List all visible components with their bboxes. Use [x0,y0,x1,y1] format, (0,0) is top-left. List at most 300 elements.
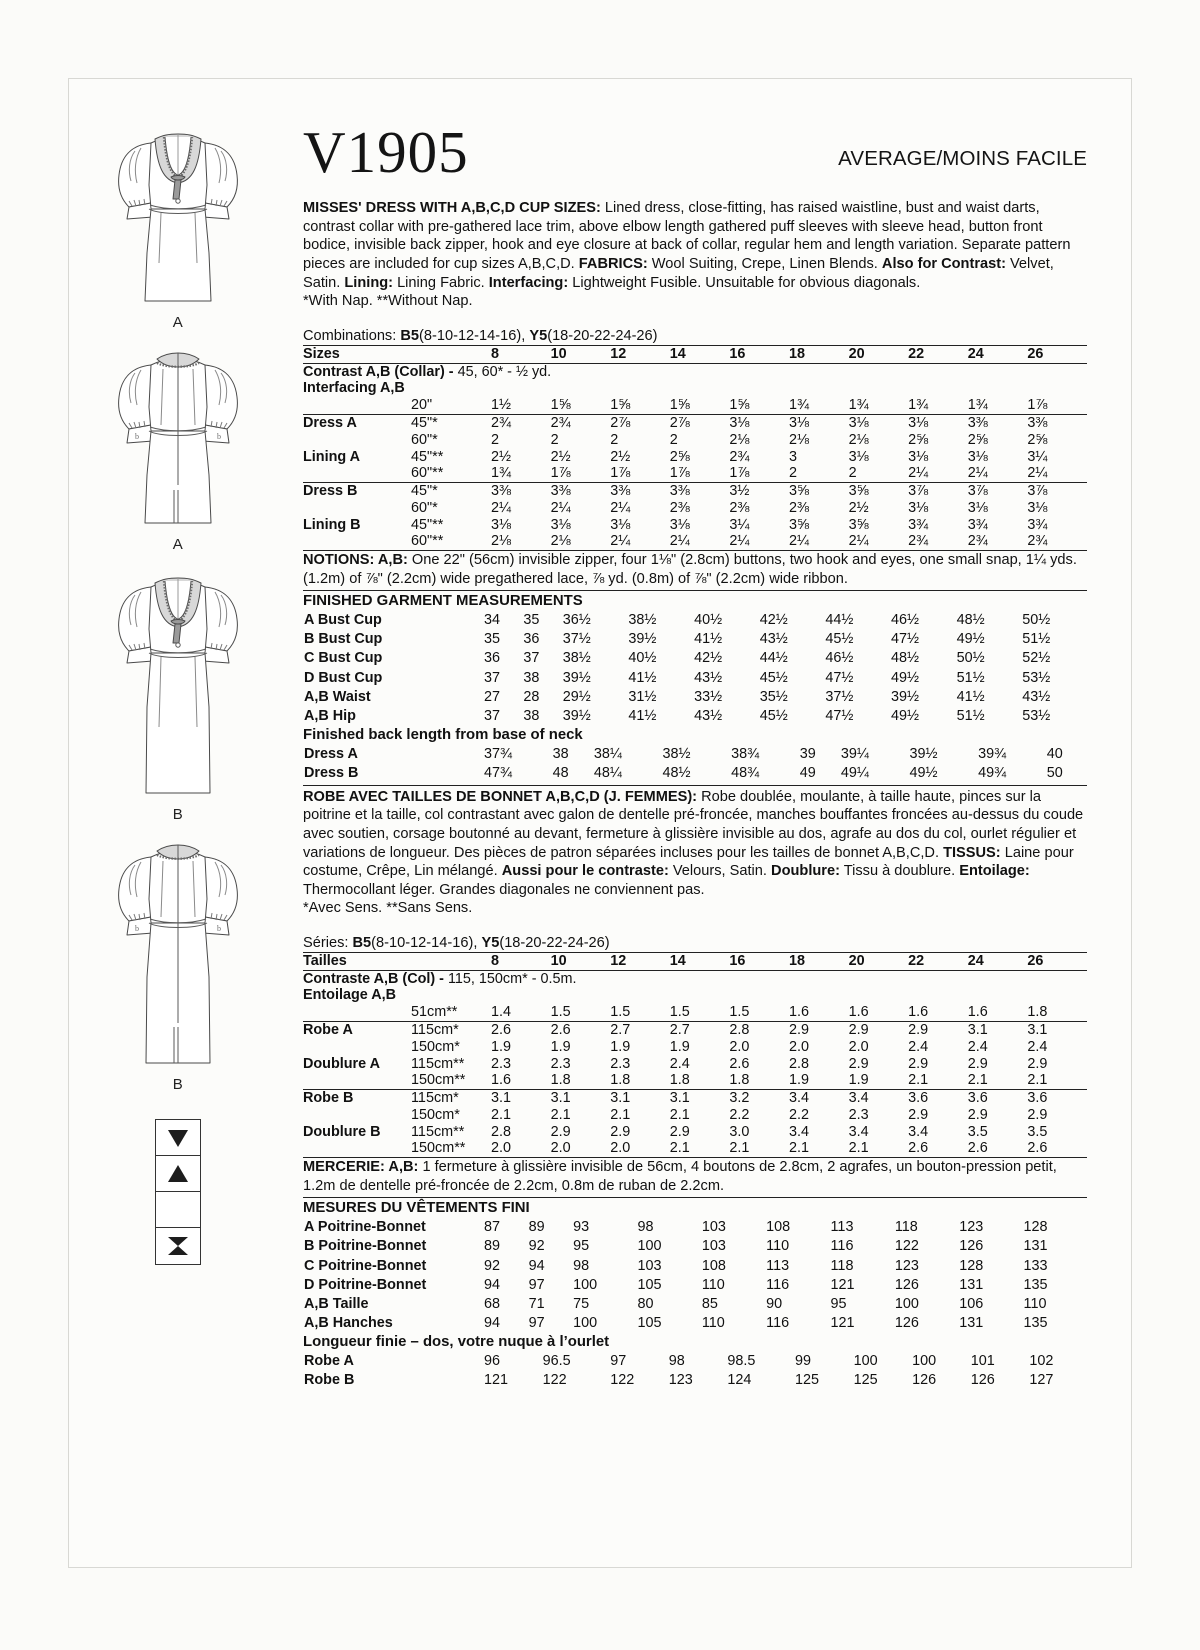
yardage-cell: 2¼ [1027,465,1087,482]
measurement-cell: 37 [484,707,501,724]
yardage-cell: 2.7 [610,1022,631,1039]
measurement-cell: 41½ [956,688,985,705]
yardage-cell: 3.4 [908,1123,929,1140]
yardage-cell: 1.6 [968,1004,1028,1021]
measurement-row-label: C Poitrine-Bonnet [304,1257,427,1274]
yardage-cell: 2¼ [610,533,670,550]
size-col: 18 [789,952,849,970]
measurement-cell: 39½ [562,669,591,686]
yardage-row-label [303,465,411,482]
measurement-cell: 39¾ [978,745,1007,762]
measurement-cell: 100 [573,1314,598,1331]
measurement-row [303,649,1087,668]
measurement-row [303,1276,1087,1295]
measurement-row [303,1371,1087,1390]
yardage-row [303,1022,1087,1039]
size-col: 8 [491,345,551,363]
yardage-fabric-width: 51cm** [411,1004,491,1021]
yardage-cell: 1¾ [491,465,551,482]
french-sizes-header-row [303,952,1087,970]
measurement-cell: 124 [727,1371,752,1388]
figure-label: A [172,314,184,331]
yardage-row-label [303,1004,411,1021]
yardage-cell: 2½ [550,448,571,465]
measurement-cell: 39 [799,745,816,762]
yardage-cell: 2.4 [1027,1038,1048,1055]
yardage-row [303,1107,1087,1124]
measurement-cell: 96.5 [542,1352,571,1369]
yardage-row-label: Lining B [303,516,361,533]
measurement-cell: 121 [484,1371,509,1388]
yardage-cell: 1.6 [491,1072,551,1089]
measurement-row [303,630,1087,649]
measurement-cell: 38½ [628,612,657,629]
measurement-cell: 95 [830,1295,847,1312]
title-row [303,119,1087,185]
measurement-cell: 123 [959,1219,984,1236]
measurement-row-label: B Bust Cup [304,631,383,648]
size-col: 10 [551,345,611,363]
yardage-fabric-width: 60"** [411,533,491,550]
size-col: 22 [908,952,968,970]
measurement-row [303,1295,1087,1314]
measurement-cell: 43½ [759,631,788,648]
yardage-cell: 2.9 [908,1055,929,1072]
measurement-cell: 49½ [890,707,919,724]
measurement-cell: 39½ [890,688,919,705]
yardage-cell: 2.2 [729,1106,750,1123]
yardage-fabric-width: 45"* [411,414,438,431]
measurement-cell: 46½ [825,650,854,667]
yardage-row-label [303,397,411,414]
french-nap-note: *Avec Sens. **Sans Sens. [303,900,473,917]
measurement-cell: 97 [528,1314,545,1331]
yardage-cell: 1.9 [610,1038,631,1055]
layout-key-hourglass-icon [156,1228,200,1264]
dress-a-front-drawing [95,113,261,313]
measurement-cell: 101 [970,1352,995,1369]
english-yardage-table [303,345,1087,551]
measurement-cell: 49 [799,764,816,781]
measurement-cell: 38½ [562,650,591,667]
yardage-cell: 2.0 [551,1140,611,1157]
yardage-cell: 3¾ [1027,516,1048,533]
yardage-cell: 1¾ [849,397,909,414]
yardage-cell: 2¼ [849,533,909,550]
measurement-cell: 102 [1029,1352,1054,1369]
measurement-row [303,1314,1087,1333]
measurement-cell: 34 [484,612,501,629]
yardage-row-label: Dress A [303,414,357,431]
english-finished-table [303,611,1087,725]
measurement-cell: 122 [894,1238,919,1255]
yardage-cell: 2.1 [908,1072,968,1089]
french-combinations-values: B5(8-10-12-14-16), Y5(18-20-22-24-26) [352,934,610,951]
measurement-cell: 51½ [956,669,985,686]
measurement-cell: 49½ [909,764,938,781]
yardage-cell: 2¼ [968,465,1028,482]
yardage-row [303,1140,1087,1157]
yardage-cell: 2.1 [550,1106,571,1123]
measurement-cell: 53½ [1022,707,1051,724]
french-notions: MERCERIE: A,B: 1 fermeture à glissière invisible de 56cm, 4 boutons de 2.8cm, 2 agrafes, un bouton-pression petit, 1.2m de dentelle pré-froncée de 2.2cm, 0.8m de ruban de 2.2cm. [303,1159,1057,1194]
yardage-cell: 2.6 [908,1140,968,1157]
yardage-cell: 3⅛ [729,414,750,431]
yardage-cell: 2⅞ [669,414,690,431]
yardage-row-label [303,500,411,517]
measurement-row-label: Dress B [304,764,359,781]
content-column [287,79,1131,1567]
yardage-fabric-width: 60"** [411,465,491,482]
yardage-cell: 2½ [848,499,869,516]
measurement-cell: 110 [701,1314,725,1331]
yardage-row-label [303,1107,411,1124]
measurement-cell: 97 [610,1352,627,1369]
yardage-row [303,483,1087,500]
size-col: 14 [670,952,730,970]
measurement-cell: 49½ [890,669,919,686]
yardage-cell: 3⅛ [908,499,929,516]
yardage-cell: 2 [610,431,619,448]
yardage-cell: 1.6 [908,1004,968,1021]
size-col: 24 [968,345,1028,363]
yardage-cell: 3.1 [550,1090,571,1107]
figure-dress-b-front [83,557,273,827]
size-col: 26 [1027,952,1087,970]
measurement-cell: 116 [830,1238,854,1255]
english-interfacing-label: Interfacing A,B [303,380,405,397]
measurement-cell: 110 [766,1238,790,1255]
measurement-cell: 125 [794,1371,819,1388]
divider [303,590,1087,591]
figure-dress-a-front [83,113,273,335]
measurement-cell: 87 [484,1219,501,1236]
yardage-fabric-width: 20" [411,397,491,414]
measurement-cell: 103 [637,1257,662,1274]
measurement-cell: 36½ [562,612,591,629]
yardage-cell: 2.6 [491,1022,512,1039]
pattern-envelope-back [68,78,1132,1568]
yardage-cell: 3⅝ [848,516,869,533]
yardage-cell: 3.6 [967,1090,988,1107]
yardage-cell: 2.4 [967,1038,988,1055]
yardage-cell: 2¾ [729,448,750,465]
yardage-cell: 1.8 [610,1072,670,1089]
yardage-cell: 3.2 [729,1090,750,1107]
yardage-cell: 1⅞ [551,465,611,482]
measurement-cell: 37 [484,669,501,686]
measurement-cell: 52½ [1022,650,1051,667]
yardage-row-label: Robe B [303,1090,354,1107]
measurement-cell: 100 [573,1276,598,1293]
measurement-cell: 98.5 [727,1352,756,1369]
yardage-cell: 2.1 [1027,1072,1087,1089]
yardage-cell: 2.3 [848,1106,869,1123]
yardage-cell: 2 [849,465,909,482]
yardage-cell: 2.9 [848,1055,869,1072]
yardage-cell: 2¼ [670,533,730,550]
measurement-row-label: Robe A [304,1352,354,1369]
yardage-cell: 2.3 [491,1055,512,1072]
english-sizes-header-row [303,345,1087,363]
english-contrast-line: Contrast A,B (Collar) - 45, 60* - ½ yd. [303,363,552,380]
measurement-row [303,764,1087,783]
yardage-row [303,1124,1087,1141]
measurement-cell: 50½ [956,650,985,667]
measurement-row-label: D Poitrine-Bonnet [304,1276,427,1293]
yardage-row-label: Doublure B [303,1123,381,1140]
yardage-cell: 3⅜ [491,483,512,500]
yardage-row-label: Doublure A [303,1055,381,1072]
measurement-row-label: A Bust Cup [304,612,382,629]
yardage-row [303,533,1087,550]
measurement-cell: 123 [668,1371,693,1388]
measurement-cell: 100 [912,1352,937,1369]
yardage-cell: 1⅝ [551,397,611,414]
yardage-cell: 2⅛ [491,533,551,550]
yardage-cell: 3¼ [1027,448,1048,465]
dress-a-back-drawing [95,335,261,535]
yardage-cell: 1⅝ [670,397,730,414]
yardage-cell: 1.8 [670,1072,730,1089]
yardage-fabric-width: 60"* [411,431,438,448]
yardage-cell: 2.3 [550,1055,571,1072]
yardage-cell: 3.5 [1027,1123,1048,1140]
measurement-cell: 51½ [1022,631,1051,648]
french-interfacing-label: Entoilage A,B [303,987,397,1004]
measurement-cell: 135 [1023,1276,1048,1293]
french-back-length-table [303,1352,1087,1390]
yardage-cell: 2.1 [610,1106,631,1123]
yardage-cell: 2.0 [848,1038,869,1055]
yardage-cell: 2 [550,431,559,448]
yardage-cell: 2.2 [788,1106,809,1123]
measurement-cell: 80 [637,1295,654,1312]
yardage-row-label [303,1039,411,1056]
yardage-row [303,500,1087,517]
measurement-row [303,688,1087,707]
measurement-cell: 93 [573,1219,590,1236]
measurement-cell: 37½ [825,688,854,705]
measurement-cell: 95 [573,1238,590,1255]
yardage-cell: 3.6 [1027,1090,1048,1107]
english-back-length-table [303,745,1087,783]
french-yardage-table [303,952,1087,1158]
yardage-cell: 1⅝ [610,397,670,414]
yardage-cell: 1.6 [789,1004,849,1021]
measurement-cell: 103 [701,1219,726,1236]
yardage-row-label: Robe A [303,1022,353,1039]
measurement-cell: 40½ [694,612,723,629]
yardage-cell: 2.1 [849,1140,909,1157]
figure-dress-a-back [83,335,273,557]
measurement-cell: 35 [484,631,501,648]
svg-text:b: b [217,432,221,441]
yardage-cell: 2⅛ [551,533,611,550]
yardage-cell: 2⅜ [669,499,690,516]
yardage-cell: 2.0 [788,1038,809,1055]
yardage-cell: 2.4 [908,1038,929,1055]
yardage-cell: 3⅛ [967,499,988,516]
yardage-cell: 2.6 [968,1140,1028,1157]
yardage-fabric-width: 150cm* [411,1106,460,1123]
yardage-cell: 1.8 [729,1072,789,1089]
measurement-cell: 135 [1023,1314,1048,1331]
measurement-cell: 110 [701,1276,725,1293]
yardage-cell: 2.9 [788,1022,809,1039]
yardage-fabric-width: 115cm** [411,1055,465,1072]
yardage-row [303,432,1087,449]
measurement-cell: 28 [523,688,540,705]
measurement-cell: 43½ [1022,688,1051,705]
yardage-cell: 2¼ [729,533,789,550]
measurement-cell: 98 [573,1257,590,1274]
size-col: 24 [968,952,1028,970]
yardage-cell: 3⅛ [610,516,631,533]
measurement-cell: 123 [894,1257,919,1274]
yardage-cell: 1.5 [551,1004,611,1021]
measurement-cell: 118 [894,1219,918,1236]
measurement-cell: 48¼ [593,764,622,781]
measurement-row-label: C Bust Cup [304,650,383,667]
yardage-row [303,517,1087,534]
yardage-row-label: Dress B [303,483,358,500]
yardage-cell: 3⅛ [669,516,690,533]
illustration-column [69,79,287,1567]
yardage-fabric-width: 45"** [411,516,444,533]
measurement-cell: 39½ [628,631,657,648]
measurement-cell: 110 [1023,1295,1047,1312]
yardage-cell: 3⅛ [848,448,869,465]
size-col: 16 [729,345,789,363]
yardage-row [303,1004,1087,1021]
yardage-cell: 2¼ [610,499,631,516]
yardage-cell: 2⅞ [610,414,631,431]
measurement-cell: 100 [853,1352,878,1369]
measurement-cell: 38¼ [593,745,622,762]
french-sizes-header: Tailles [303,952,411,970]
measurement-cell: 90 [766,1295,783,1312]
yardage-cell: 1.5 [610,1004,670,1021]
english-combinations-values: B5(8-10-12-14-16), Y5(18-20-22-24-26) [400,327,658,344]
french-contrast-line: Contraste A,B (Col) - 115, 150cm* - 0.5m. [303,970,577,987]
french-yardage-body [303,1004,1087,1158]
french-finished-table [303,1218,1087,1332]
measurement-cell: 44½ [759,650,788,667]
yardage-cell: 3⅛ [848,414,869,431]
measurement-cell: 128 [959,1257,984,1274]
measurement-cell: 49¾ [978,764,1007,781]
yardage-cell: 3⅛ [908,414,929,431]
french-back-length-heading: Longueur finie – dos, votre nuque à l’ourlet [303,1333,610,1350]
size-col: 14 [670,345,730,363]
yardage-cell: 3⅛ [967,448,988,465]
measurement-cell: 126 [970,1371,995,1388]
measurement-cell: 108 [766,1219,791,1236]
measurement-cell: 99 [794,1352,811,1369]
yardage-cell: 2¾ [908,533,968,550]
yardage-cell: 2.3 [610,1055,631,1072]
dress-b-back-drawing [95,827,261,1075]
measurement-cell: 41½ [694,631,723,648]
svg-text:b: b [135,432,139,441]
yardage-cell: 3⅛ [491,516,512,533]
measurement-row-label: A Poitrine-Bonnet [304,1219,426,1236]
yardage-cell: 3.4 [848,1123,869,1140]
yardage-cell: 2¾ [550,414,571,431]
yardage-cell: 3.4 [788,1123,809,1140]
measurement-cell: 96 [484,1352,501,1369]
yardage-fabric-width: 150cm** [411,1072,491,1089]
measurement-cell: 44½ [825,612,854,629]
yardage-cell: 3.1 [669,1090,690,1107]
measurement-cell: 53½ [1022,669,1051,686]
yardage-cell: 2.0 [491,1140,551,1157]
measurement-cell: 50½ [1022,612,1051,629]
yardage-row [303,1090,1087,1107]
layout-key-blank-icon [156,1192,200,1228]
yardage-cell: 3⅝ [788,483,809,500]
yardage-cell: 3⅛ [908,448,929,465]
english-contrast-row [303,363,1087,380]
yardage-cell: 2.6 [550,1022,571,1039]
measurement-cell: 37¾ [484,745,513,762]
yardage-cell: 2¾ [491,414,512,431]
measurement-cell: 45½ [759,707,788,724]
measurement-cell: 131 [1023,1238,1048,1255]
measurement-cell: 92 [528,1238,545,1255]
measurement-row [303,1218,1087,1237]
yardage-cell: 3⅜ [967,414,988,431]
yardage-cell: 2 [669,431,678,448]
yardage-cell: 1.8 [551,1072,611,1089]
english-sizes-header: Sizes [303,345,411,363]
size-col: 20 [849,345,909,363]
yardage-cell: 3⅞ [1027,483,1048,500]
yardage-cell: 2.9 [1027,1055,1048,1072]
measurement-cell: 41½ [628,707,657,724]
measurement-cell: 48½ [956,612,985,629]
measurement-cell: 38¾ [731,745,760,762]
yardage-cell: 1.9 [849,1072,909,1089]
size-col: 16 [729,952,789,970]
yardage-cell: 2¼ [908,465,968,482]
measurement-row [303,611,1087,630]
size-col: 10 [551,952,611,970]
measurement-cell: 116 [766,1314,790,1331]
measurement-cell: 49½ [956,631,985,648]
yardage-cell: 2⅛ [729,431,750,448]
yardage-cell: 2.1 [491,1106,512,1123]
yardage-cell: 2.9 [848,1022,869,1039]
yardage-cell: 2⅝ [908,431,929,448]
yardage-cell: 3¼ [729,516,750,533]
yardage-cell: 1⅞ [610,465,670,482]
yardage-cell: 3.1 [1027,1022,1048,1039]
layout-key-triangle-up-icon [156,1156,200,1192]
measurement-cell: 41½ [628,669,657,686]
yardage-cell: 2.8 [788,1055,809,1072]
measurement-cell: 47¾ [484,764,513,781]
measurement-row [303,669,1087,688]
yardage-cell: 3¾ [908,516,929,533]
size-col: 26 [1027,345,1087,363]
measurement-row-label: Dress A [304,745,358,762]
english-finished-heading: FINISHED GARMENT MEASUREMENTS [303,593,583,610]
measurement-cell: 37½ [562,631,591,648]
yardage-cell: 2.9 [908,1106,929,1123]
yardage-cell: 2¾ [1027,533,1087,550]
